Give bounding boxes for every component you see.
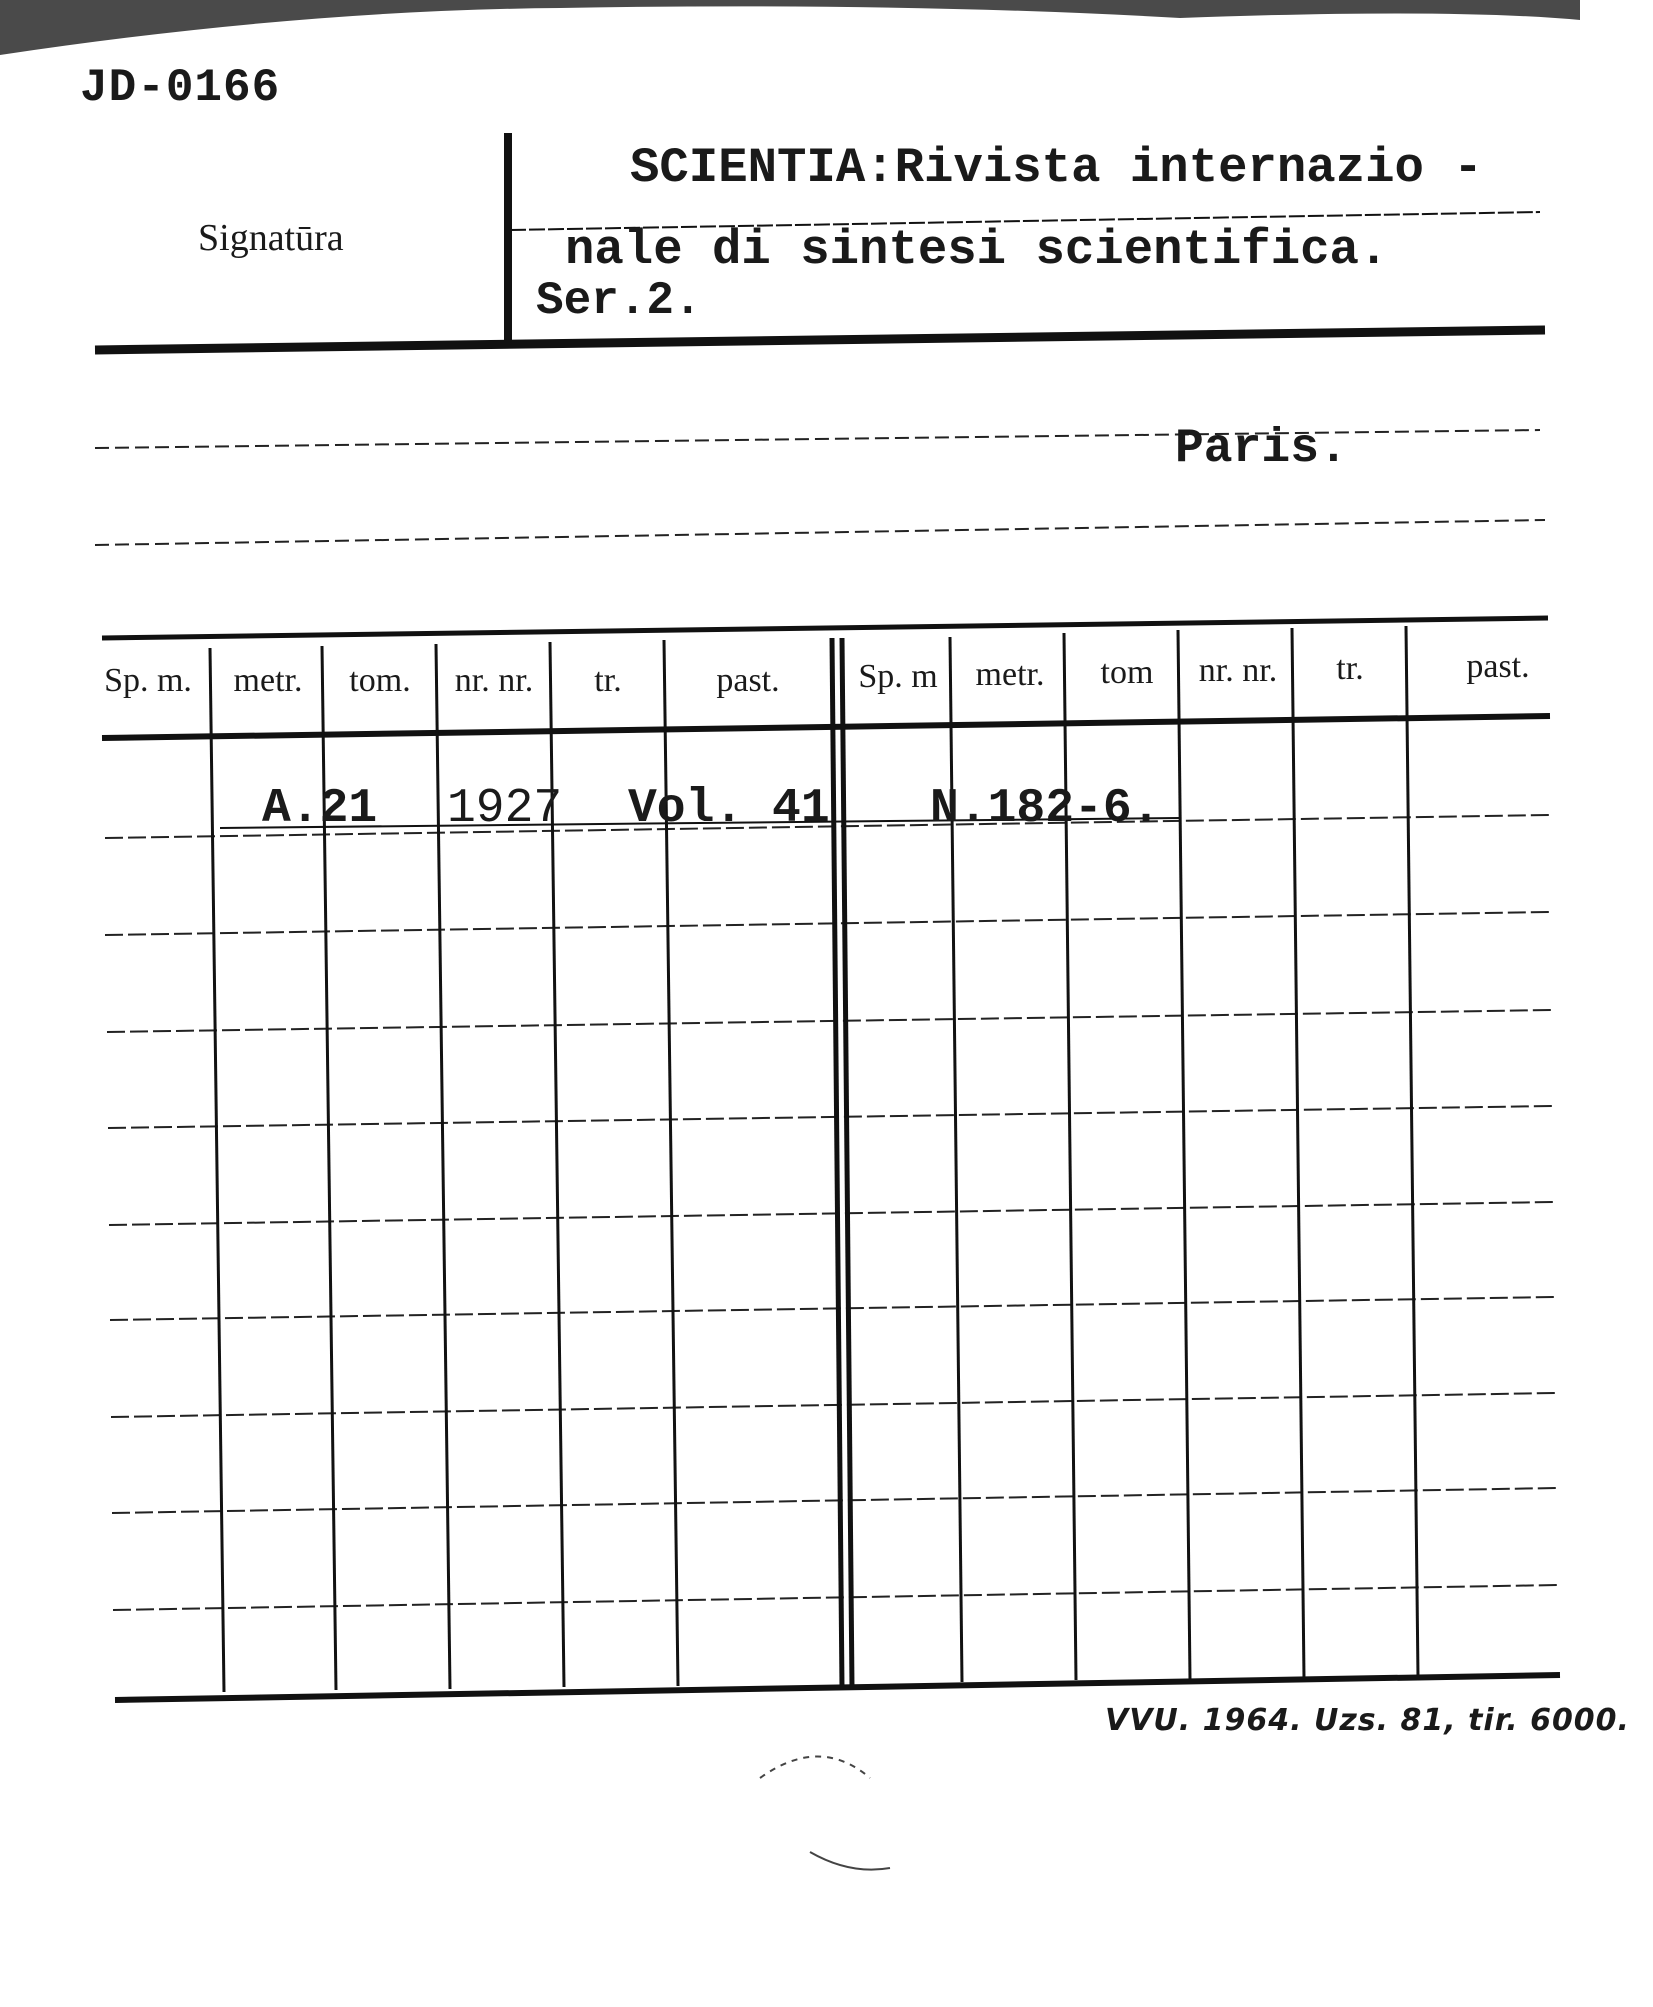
header-sp-m: Sp. m.	[104, 662, 192, 699]
title-line-2: nale di sintesi scientifica.	[565, 222, 1389, 278]
entry-issues: N.182-6.	[930, 782, 1161, 836]
title-line-1: SCIENTIA:Rivista internazio -	[630, 140, 1483, 196]
header-nr-nr-right: nr. nr.	[1198, 652, 1278, 689]
scan-edge-shadow	[0, 0, 1580, 55]
entry-year-number: A.21	[262, 782, 378, 836]
entry-year: 1927	[447, 782, 563, 836]
header-past: past.	[716, 662, 780, 699]
header-past-right: past.	[1466, 648, 1530, 685]
signature-label: Signatūra	[198, 217, 344, 259]
stray-mark	[760, 1757, 870, 1779]
header-sp-m-right: Sp. m	[858, 658, 938, 695]
header-tr: tr.	[594, 662, 622, 699]
header-metr-right: metr.	[975, 656, 1045, 693]
header-tr-right: tr.	[1336, 650, 1364, 687]
header-tom-right: tom	[1100, 654, 1154, 691]
place: Paris.	[1175, 422, 1348, 476]
entry-volume: Vol. 41	[628, 782, 830, 836]
header-tom: tom.	[349, 662, 411, 699]
stray-mark	[810, 1852, 890, 1870]
card-id: JD-0166	[80, 62, 281, 114]
footer-imprint: VVU. 1964. Uzs. 81, tir. 6000.	[1105, 1703, 1630, 1738]
header-nr-nr: nr. nr.	[454, 662, 534, 699]
series: Ser.2.	[536, 275, 702, 327]
header-metr: metr.	[233, 662, 303, 699]
